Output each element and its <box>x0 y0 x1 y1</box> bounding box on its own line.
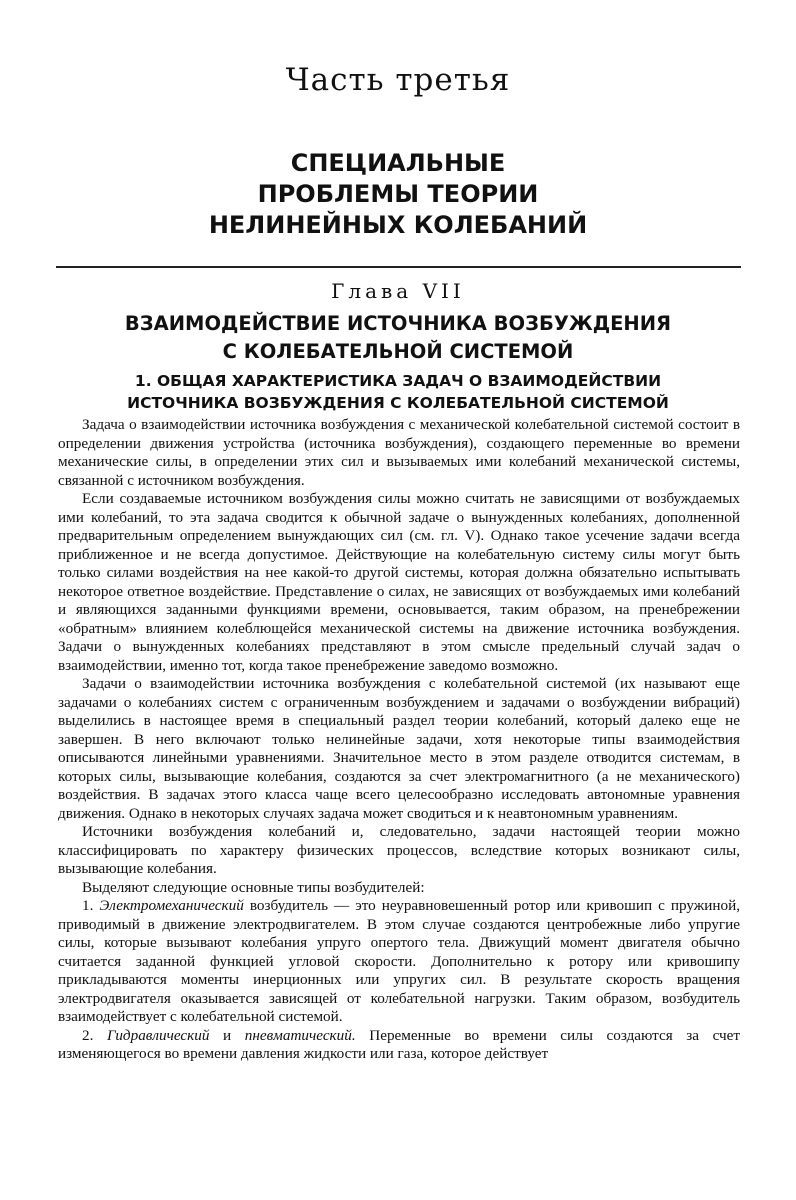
list-item-text: возбудитель — это неуравновешенный ротор или кривошип с пружиной, приводимый в движение электродвигателем. В этом случае создаются центробежные либо упругие силы, которые вызывают колебания упруго опертого тела. Движущий момент двигателя обычно считается заданной функцией угловой скорости. Дополнительно к ротору или кривошипу прикладываются моменты инерционных или упругих сил. В результате скорость вращения электродвигателя оказывается зависящей от колебательной нагрузки. Таким образом, возбудитель взаимодействует с колебательной системой. <box>58 897 741 1025</box>
part-heading-line: ПРОБЛЕМЫ ТЕОРИИ <box>257 180 539 208</box>
body-text <box>58 416 740 1064</box>
part-heading <box>0 148 796 241</box>
section-title-line: ИСТОЧНИКА ВОЗБУЖДЕНИЯ С КОЛЕБАТЕЛЬНОЙ СИСТЕМОЙ <box>127 394 669 412</box>
chapter-label: Глава VII <box>331 279 465 303</box>
chapter-title <box>0 310 796 366</box>
list-item-term: пневматический. <box>244 1026 356 1044</box>
list-item-text: Переменные во времени силы создаются за счет изменяющегося во времени давления жидкости или газа, которое действует <box>58 1026 741 1062</box>
paragraph: Если создаваемые источником возбуждения силы можно считать не зависящими от возбуждаемых ими колебаний, то эта задача сводится к обычной задаче о вынужденных колебаниях, дополненной предварительным определением вынуждающих сил (см. гл. V). Однако такое усечение задачи всегда приближенное и не всегда допустимое. Действующие на колебательную систему силы могут быть только силами воздействия на нее какой-то другой системы, которая должна обязательно испытывать некоторое ответное воздействие. Представление о силах, не зависящих от возбуждаемых ими колебаний и являющихся заданными функциями времени, основывается, таким образом, на пренебрежении «обратным» влиянием колеблющейся механической системы на движение источника возбуждения. Задачи о вынужденных колебаниях представляют в этом смысле предельный случай задач о взаимодействии, именно тот, когда такое пренебрежение заведомо возможно. <box>58 490 740 674</box>
section-title <box>0 370 796 414</box>
list-item-electromechanical <box>58 897 740 1027</box>
paragraph: Выделяют следующие основные типы возбудителей: <box>82 878 425 896</box>
part-heading-line: СПЕЦИАЛЬНЫЕ <box>290 149 506 177</box>
list-item-number: 1. <box>82 897 94 914</box>
list-item-term: Электромеханический <box>99 897 244 914</box>
paragraph: Источники возбуждения колебаний и, следовательно, задачи настоящей теории можно классифицировать по характеру физических процессов, вследствие которых возникают силы, вызывающие колебания. <box>58 823 740 877</box>
list-item-number: 2. <box>82 1026 94 1044</box>
list-item-conjunction: и <box>223 1026 232 1044</box>
chapter-title-line: ВЗАИМОДЕЙСТВИЕ ИСТОЧНИКА ВОЗБУЖДЕНИЯ <box>124 312 672 335</box>
section-title-line: 1. ОБЩАЯ ХАРАКТЕРИСТИКА ЗАДАЧ О ВЗАИМОДЕЙСТВИИ <box>134 372 662 390</box>
list-item-term: Гидравлический <box>106 1026 210 1044</box>
horizontal-rule <box>56 266 741 268</box>
chapter-title-line: С КОЛЕБАТЕЛЬНОЙ СИСТЕМОЙ <box>222 340 574 363</box>
list-item-hydraulic <box>58 1027 740 1064</box>
paragraph: Задачи о взаимодействии источника возбуждения с колебательной системой (их называют еще задачами о колебаниях систем с ограниченным возбуждением и задачами о возбуждении вибраций) выделились в настоящее время в специальный раздел теории колебаний, который далеко еще не завершен. В него включают только нелинейные задачи, хотя некоторые типы взаимодействия описываются линейными уравнениями. Значительное место в этом разделе отводится системам, в которых силы, вызывающие колебания, создаются за счет электромагнитного (а не механического) воздействия. В задачах этого класса чаще всего целесообразно исследовать автономные уравнения движения. Однако в некоторых случаях задача может сводиться и к неавтономным уравнениям. <box>58 675 740 822</box>
paragraph: Задача о взаимодействии источника возбуждения с механической колебательной системой состоит в определении движения устройства (источника возбуждения), создающего переменные во времени механические силы, в определении этих сил и вызываемых ими колебаний механической системы, связанной с источником возбуждения. <box>58 416 740 489</box>
part-heading-line: НЕЛИНЕЙНЫХ КОЛЕБАНИЙ <box>208 211 588 239</box>
part-title: Часть третья <box>285 62 511 98</box>
